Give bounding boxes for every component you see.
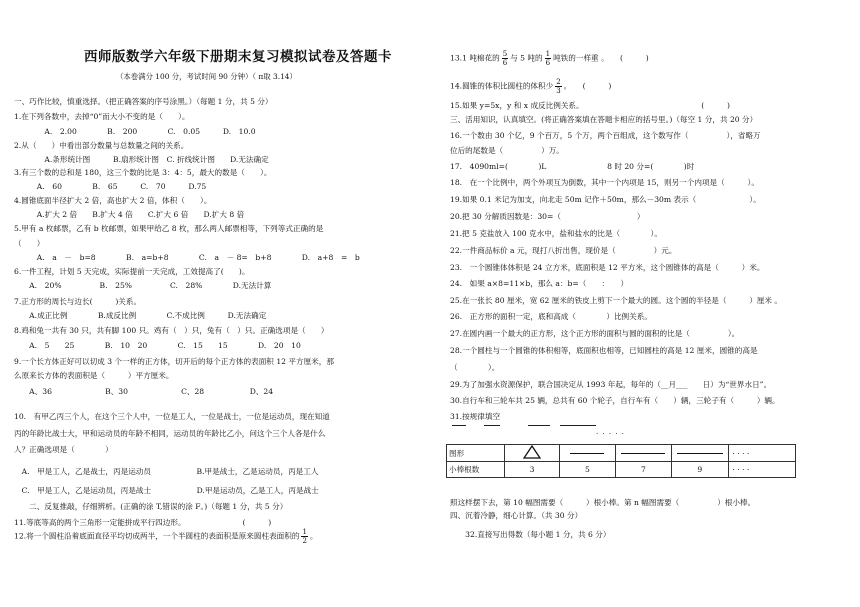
- left-line-27: 11.等底等高的两个三角形一定能拼成平行四边形。 ( ): [14, 518, 272, 527]
- left-line-19: 么原来长方体的表面积是（ ）平方厘米。: [14, 371, 174, 380]
- right-line-13: 26. 正方形的面积一定，底和高成（ ）比例关系。: [450, 312, 652, 321]
- left-line-14: 7.正方形的周长与边长( )关系。: [14, 297, 142, 306]
- q14-text-a: 14.圆锥的体积比圆柱的体积少: [450, 81, 554, 91]
- left-line-9: 5.甲有 a 枚邮票，乙有 b 枚邮票，如果甲给乙 8 枚，那么两人邮票相等，下列等式正确的是: [14, 224, 324, 233]
- right-line-0: 15.如果 y=5x，y 和 x 成反比例关系。 ( ): [450, 101, 731, 110]
- pattern-stick: [484, 425, 500, 426]
- figure-2: [560, 445, 616, 462]
- left-line-16: 8.鸡和兔一共有 30 只，共有脚 100 只。鸡有（ ）只，兔有（ ）只。正确选项是（ ）: [14, 326, 329, 335]
- q12-tail: 。: [309, 531, 318, 541]
- left-line-7: 4.圆锥底面半径扩大 2 倍，高也扩大 2 倍，体积（ ）。: [14, 196, 212, 205]
- left-line-17: A. 5 25 B. 10 20 C. 15 15 D. 20 10: [14, 341, 301, 350]
- left-line-26: 二、反复推敲，仔细辨析。(正确的涂 T,错误的涂 F。)（每题 1 分，共 5 分）: [14, 502, 288, 511]
- exam-subtitle: （本卷满分 100 分，考试时间 90 分钟）（ π取 3.14）: [116, 72, 297, 81]
- row-label-sticks: 小棒根数: [447, 462, 505, 478]
- stick-count: 3: [505, 462, 560, 478]
- q13-frac2-denominator: 6: [545, 59, 551, 67]
- q13-frac1-denominator: 6: [502, 59, 508, 67]
- left-line-0: 一、巧作比较，慎重选择。（把正确答案的序号涂黑。）（每题 1 分，共 5 分）: [14, 97, 273, 106]
- left-line-10: （ ）: [14, 239, 45, 248]
- q14-fraction: [555, 78, 561, 95]
- pattern-ellipsis: · · · · ·: [596, 430, 626, 438]
- left-line-24: A. 甲是工人，乙是战士，丙是运动员 B.甲是战士，乙是运动员，丙是工人: [14, 467, 319, 476]
- left-line-2: A. 2.00 B. 200 C. 0.05 D. 10.0: [14, 127, 256, 136]
- question-14: [450, 78, 611, 95]
- q14-frac-numerator: 2: [556, 78, 561, 86]
- figure-3-stick-icon: [621, 453, 665, 454]
- figure-3: [615, 445, 671, 462]
- right-line-18: 30.自行车和三轮车共 25 辆，总共有 60 个轮子，自行车有（ ）辆，三轮子有（ ）辆。: [450, 396, 780, 405]
- question-31-followup: 照这样摆下去，第 10 幅图需要（ ）根小棒。第 n 幅图需要（ ）根小棒。: [450, 498, 756, 507]
- figure-4: [672, 445, 728, 462]
- stick-count-ellipsis: · · · ·: [728, 462, 795, 478]
- stick-count: 7: [615, 462, 671, 478]
- pattern-stick: [452, 425, 466, 426]
- pattern-stick: [528, 425, 550, 426]
- triangle-icon: [523, 445, 541, 459]
- left-line-1: 1.在下列各数中，去掉“0”而大小不变的是（ ）。: [14, 112, 190, 121]
- pattern-stick: [560, 425, 596, 426]
- left-line-4: A.条形统计图 B.扇形统计图 C. 折线统计图 D.无法确定: [14, 155, 269, 164]
- right-line-12: 25.在一张长 80 厘米，宽 62 厘米的铁皮上剪下一个最大的圆。这个圆的半径是（ ）厘米 。: [450, 296, 783, 305]
- q12-fraction-numerator: 1: [302, 528, 307, 536]
- left-line-23: 人？正确选项是（ ）: [14, 445, 113, 454]
- left-line-12: 6.一件工程，计划 5 天完成，实际提前一天完成，工效提高了( )。: [14, 267, 250, 276]
- row-label-figure: 图形: [447, 445, 505, 462]
- left-line-3: 2.从（ ）中看出部分数量与总数量之间的关系。: [14, 141, 189, 150]
- right-line-8: 21.把 5 克盐放入 100 克水中，盐和盐水的比是（ ）。: [450, 229, 662, 238]
- left-line-15: A.成正比例 B.成反比例 C.不成比例 D.无法确定: [14, 311, 267, 320]
- stick-count: 9: [672, 462, 728, 478]
- q14-text-b: 。 ( ): [563, 81, 612, 91]
- left-line-5: 3.有三个数的总和是 180，这三个数的比是 3：4：5，最大的数是（ ）。: [14, 168, 272, 177]
- question-32: 32.直接写出得数（每小题 1 分，共 6 分）: [450, 530, 611, 539]
- pattern-row-sticks: [447, 462, 796, 478]
- right-line-15: 28.一个圆柱与一个圆锥的体积相等，底面积也相等，已知圆柱的高是 12 厘米，圆锥的高是: [450, 346, 758, 355]
- pattern-row-figures: [447, 445, 796, 462]
- question-13: [450, 50, 649, 67]
- right-line-5: 18. 在一个比例中，两个外项互为倒数，其中一个内项是 15，则另一个内项是（ ）。: [450, 178, 759, 187]
- left-line-22: 丙的年龄比战士大，甲和运动员的年龄不相同，运动员的年龄比乙小，问这个三个人各是什么: [14, 429, 326, 438]
- q13-frac1-numerator: 5: [502, 50, 508, 58]
- q13-frac2-numerator: 1: [545, 50, 551, 58]
- right-line-2: 16.一个数由 30 个亿，9 个百万，5 个万，两个百组成，这个数写作（ ），省略万: [450, 131, 761, 140]
- right-line-19: 31.按规律填空: [450, 412, 501, 421]
- q13-fraction-2: [545, 50, 551, 67]
- left-line-25: C. 甲是工人，乙是运动员，丙是战士 D.甲是运动员，乙是工人，丙是战士: [14, 486, 319, 495]
- right-line-9: 22.一件商品标价 a 元，现打八折出售，现价是（ ）元。: [450, 246, 677, 255]
- q14-frac-denominator: 3: [556, 87, 561, 95]
- right-line-16: （ ）。: [450, 363, 500, 372]
- figure-4-stick-icon: [677, 453, 723, 454]
- right-line-11: 24. 如果 a×8=11×b，那么 a：b=（ ： ）: [450, 279, 629, 288]
- left-line-21: 10. 有甲乙丙三个人，在这个三个人中，一位是工人，一位是战士，一位是运动员，现在知道: [14, 412, 330, 421]
- left-line-11: A. a － b=8 B. a=b+8 C. a － 8= b+8 D. a+8 = b: [14, 253, 360, 262]
- figure-triangle: [505, 445, 560, 462]
- q13-fraction-1: [502, 50, 508, 67]
- right-line-10: 23. 一个圆锥体体积是 24 立方米，底面积是 12 平方米，这个圆锥体的高是（ ）米。: [450, 263, 765, 272]
- figure-2-stick-icon: [570, 453, 604, 454]
- stick-count: 5: [560, 462, 616, 478]
- q13-text-b: 与 5 吨的: [510, 53, 543, 63]
- right-line-1: 三、活用知识，认真填空。(将正确答案填在答题卡相应的括号里。)（每空 1 分，共 20 分）: [450, 115, 758, 124]
- q12-fraction-denominator: 2: [302, 537, 307, 545]
- q12-fraction: [301, 528, 307, 545]
- exam-title: 西师版数学六年级下册期末复习模拟试卷及答题卡: [84, 49, 392, 65]
- right-line-17: 29.为了加强水资源保护，联合国决定从 1993 年起，每年的（__月___ 日）为“世界水日”。: [450, 380, 772, 389]
- left-line-13: A. 20% B. 25% C. 28% D.无法计算: [14, 281, 272, 290]
- left-line-8: A.扩大 2 倍 B.扩大 4 倍 C.扩大 6 倍 D.扩大 8 倍: [14, 210, 245, 219]
- right-line-14: 27.在圆内画一个最大的正方形，这个正方形的面积与圆的面积的比是（ ）。: [450, 329, 740, 338]
- left-line-18: 9.一个长方体正好可以切成 3 个一样的正方体，切开后的每个正方体的表面积 12 平方厘米，那: [14, 357, 334, 366]
- right-line-3: 位后的尾数是（ ）万。: [450, 146, 564, 155]
- right-line-6: 19.如果 0.1 米记为加支，向北走 50m 记作＋50m，那么－30m 表示（ ）。: [450, 195, 761, 204]
- figure-ellipsis: · · · ·: [728, 445, 795, 462]
- question-12-text: 12.将一个圆柱沿着底面直径平均切成两半，一个半圆柱的表面积是原来圆柱表面积的: [14, 531, 300, 541]
- section-4-heading: 四、沉着冷静，细心计算。（共 30 分）: [450, 511, 583, 520]
- left-line-6: A. 60 B. 65 C. 70 D.75: [14, 182, 207, 191]
- q13-text-c: 吨铁的一样重 。 ( ): [553, 53, 649, 63]
- q13-text-a: 13.1 吨棉花的: [450, 53, 500, 63]
- right-line-7: 20.把 30 分解质因数是：30=（ ）: [450, 212, 645, 221]
- pattern-table: [446, 444, 796, 478]
- right-line-4: 17. 4090ml=( )L 8 时 20 分=( )时: [450, 162, 695, 171]
- question-12: [14, 528, 318, 545]
- left-line-20: A、36 B、30 C、28 D、24: [14, 387, 274, 396]
